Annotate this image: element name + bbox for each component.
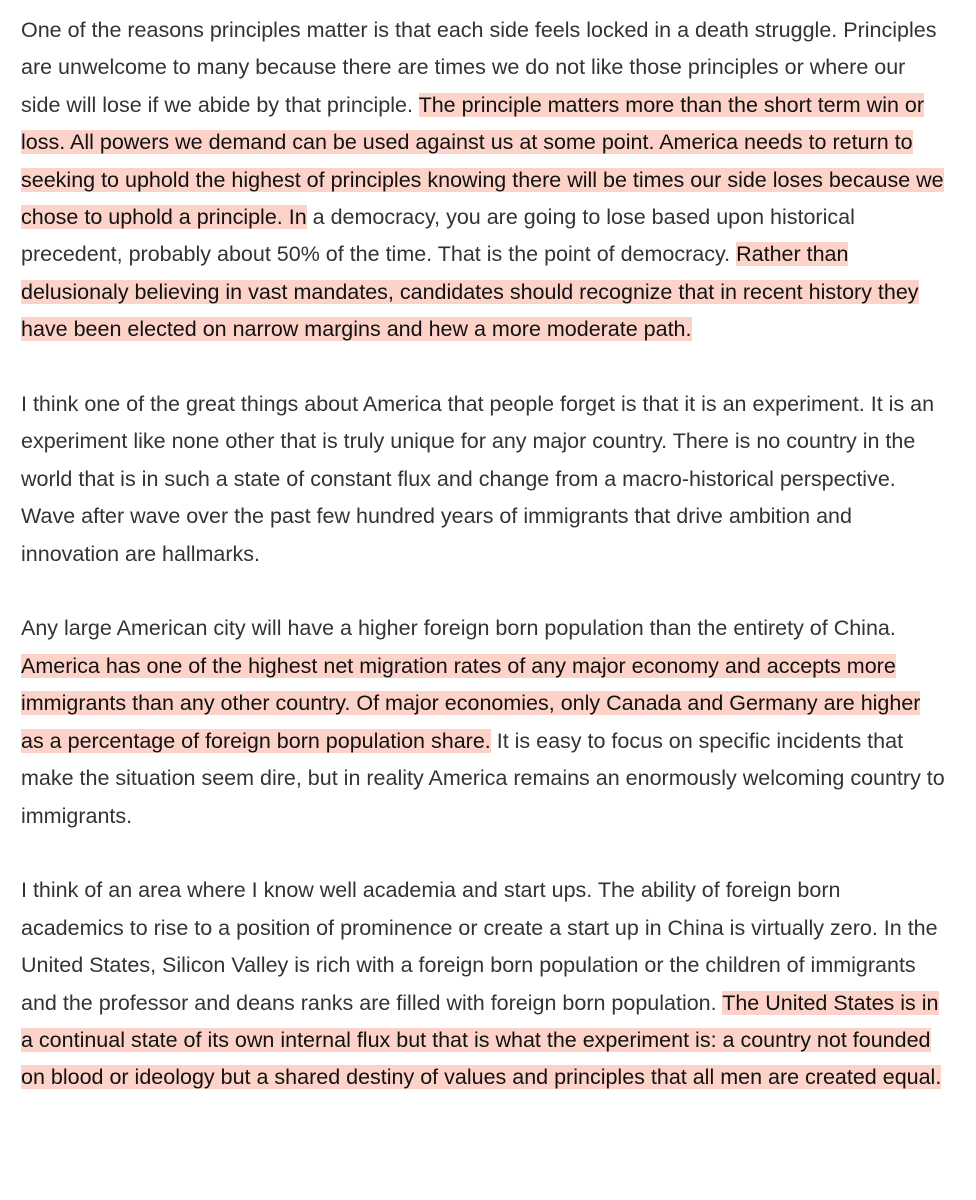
paragraph-3 — [21, 610, 946, 834]
highlighted-text: The United States is in a continual state of its own internal flux but that is what the experiment is: a country not founded on blood or ideology but a shared destiny of values and principles that all men are created equal. — [21, 990, 942, 1090]
text-segment: I think one of the great things about America that people forget is that it is an experiment. It is an experiment like none other that is truly unique for any major country. There is no country in the world that is in such a state of constant flux and change from a macro-historical perspective. Wave after wave over the past few hundred years of immigrants that drive ambition and innovation are hallmarks. — [21, 392, 935, 566]
highlighted-text: America has one of the highest net migration rates of any major economy and accepts more immigrants than any other country. Of major economies, only Canada and Germany are higher as a percentage of foreign born population share. — [21, 653, 921, 753]
text-segment: It is easy to focus on specific incidents that make the situation seem dire, but in reality America remains an enormously welcoming country to immigrants. — [21, 728, 945, 828]
text-segment: I think of an area where I know well academia and start ups. The ability of foreign born academics to rise to a position of prominence or create a start up in China is virtually zero. In the United States, Silicon Valley is rich with a foreign born population or the children of immigrants and the professor and deans ranks are filled with foreign born population. — [21, 878, 938, 1015]
paragraph-2 — [21, 386, 946, 573]
highlighted-text: The principle matters more than the short term win or loss. All powers we demand can be used against us at some point. America needs to return to seeking to uphold the highest of principles knowing there will be times our side loses because we chose to uphold a principle. In — [21, 92, 944, 230]
highlighted-text: Rather than delusionaly believing in vast mandates, candidates should recognize that in recent history they have been elected on narrow margins and hew a more moderate path. — [21, 242, 919, 342]
text-segment: a democracy, you are going to lose based upon historical precedent, probably about 50% of the time. That is the point of democracy. — [21, 205, 855, 267]
paragraph-4 — [21, 872, 946, 1096]
text-segment: One of the reasons principles matter is that each side feels locked in a death struggle. Principles are unwelcome to many because there are times we do not like those principles or where our side will lose if we abide by that principle. — [21, 18, 937, 117]
paragraph-1 — [21, 12, 946, 349]
text-segment: Any large American city will have a higher foreign born population than the entirety of China. — [21, 616, 896, 641]
